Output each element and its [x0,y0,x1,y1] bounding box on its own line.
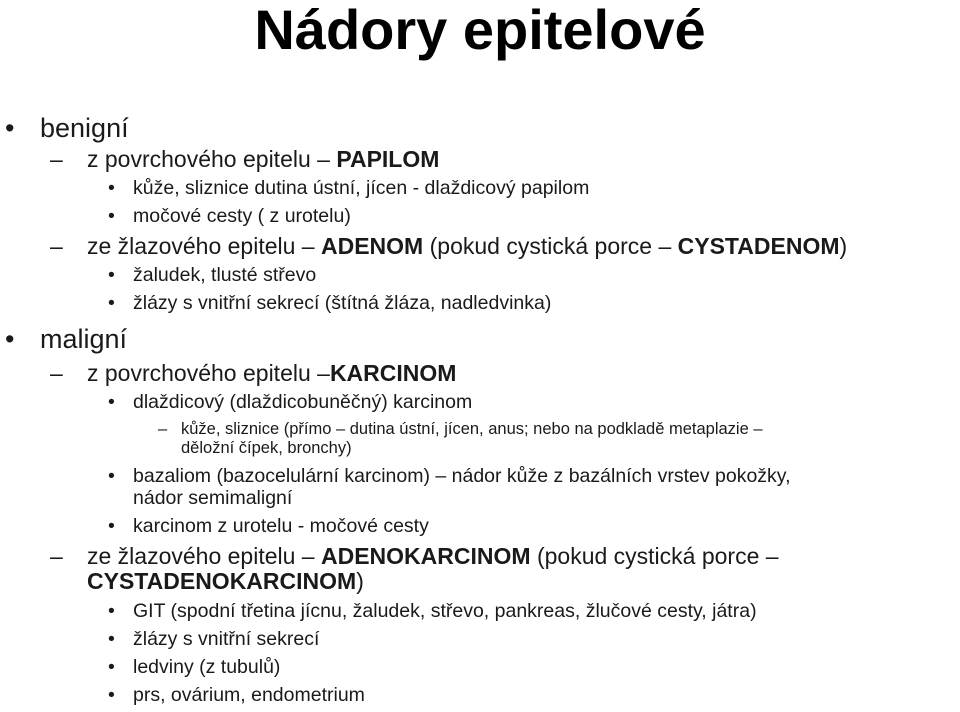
cystadenokarcinom-term: CYSTADENOKARCINOM [87,568,357,594]
dash-icon: – [158,420,168,438]
benign-glandular-line: ze žlazového epitelu – ADENOM (pokud cystická porce – CYSTADENOM) [87,233,848,259]
bullet-dot-icon: • [5,324,15,354]
list-item: bazaliom (bazocelulární karcinom) – nádor kůže z bazálních vrstev pokožky, [133,465,791,487]
benign-surface-line: z povrchového epitelu – PAPILOM [87,146,440,172]
adenom-term: ADENOM [321,233,424,259]
list-item: prs, ovárium, endometrium [133,684,365,706]
bullet-dot-icon: • [108,177,115,199]
bullet-dot-icon: • [108,391,115,413]
karcinom-term: KARCINOM [329,360,457,386]
dash-icon: – [50,233,63,259]
list-item: kůže, sliznice (přímo – dutina ústní, jícen, anus; nebo na podkladě metaplazie – [181,420,763,438]
benign-heading: benigní [40,113,129,143]
list-item: ledviny (z tubulů) [133,656,281,678]
list-item: GIT (spodní třetina jícnu, žaludek, střevo, pankreas, žlučové cesty, játra) [133,600,757,622]
dash-icon: – [50,360,63,386]
bullet-dot-icon: • [108,628,115,650]
bullet-dot-icon: • [108,656,115,678]
malign-surface-line: z povrchového epitelu –KARCINOM [87,360,457,386]
list-item: dlaždicový (dlaždicobuněčný) karcinom [133,391,473,413]
bullet-dot-icon: • [108,292,115,314]
cystadenom-term: CYSTADENOM [677,233,840,259]
list-item: močové cesty ( z urotelu) [133,205,351,227]
list-item: žlázy s vnitřní sekrecí [133,628,320,650]
list-item: žaludek, tlusté střevo [133,264,317,286]
dash-icon: – [50,146,63,172]
bullet-dot-icon: • [108,205,115,227]
adenokarcinom-term: ADENOKARCINOM [321,543,531,569]
bullet-dot-icon: • [5,113,15,143]
list-item: žlázy s vnitřní sekrecí (štítná žláza, nadledvinka) [133,292,552,314]
bullet-dot-icon: • [108,515,115,537]
bullet-dot-icon: • [108,264,115,286]
slide-title: Nádory epitelové [254,0,706,61]
papilom-term: PAPILOM [336,146,440,172]
malign-glandular-line-continuation: CYSTADENOKARCINOM) [87,568,364,594]
bullet-dot-icon: • [108,684,115,706]
list-item-continuation: nádor semimaligní [133,487,293,509]
bullet-dot-icon: • [108,465,115,487]
dash-icon: – [50,543,63,569]
list-item: karcinom z urotelu - močové cesty [133,515,429,537]
malign-glandular-line: ze žlazového epitelu – ADENOKARCINOM (pokud cystická porce – [87,543,779,569]
list-item: kůže, sliznice dutina ústní, jícen - dlaždicový papilom [133,177,590,199]
list-item-continuation: děložní čípek, bronchy) [181,439,352,457]
bullet-dot-icon: • [108,600,115,622]
malign-heading: maligní [40,324,128,354]
